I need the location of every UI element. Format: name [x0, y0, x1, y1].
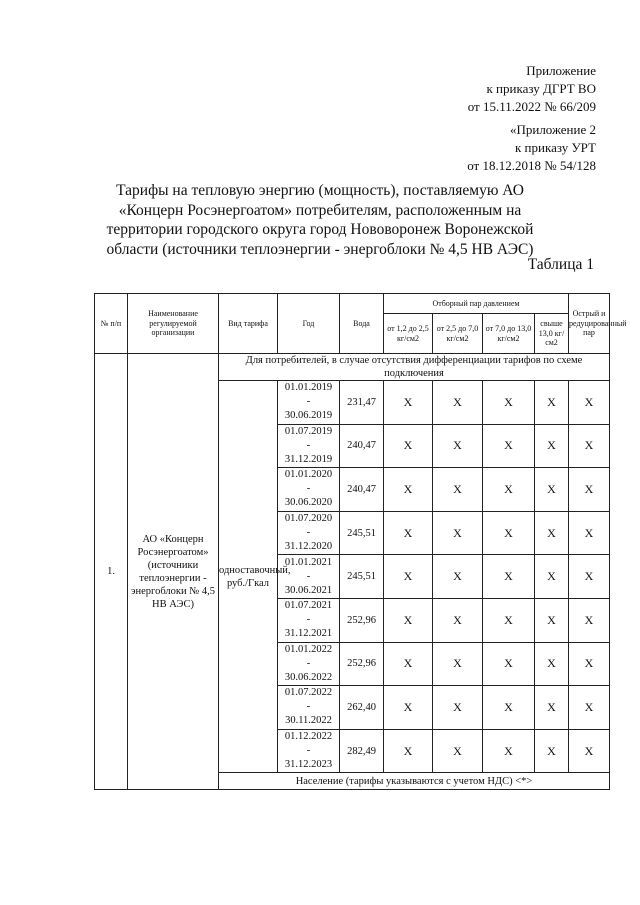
steam-tariff-s2: X	[433, 468, 483, 512]
tariff-table	[94, 293, 627, 790]
header-steam-3: от 7,0 до 13,0 кг/см2	[483, 314, 535, 354]
water-tariff: 252,96	[340, 642, 384, 686]
org-name: АО «Концерн Росэнергоатом» (источники теплоэнергии - энергоблоки № 4,5 НВ АЭС)	[128, 354, 219, 790]
steam-tariff-s2: X	[433, 642, 483, 686]
steam-tariff-s2: X	[433, 381, 483, 425]
water-tariff: 262,40	[340, 686, 384, 730]
steam-tariff-s1: X	[384, 468, 433, 512]
period-from: 01.07.2021	[284, 600, 333, 612]
steam-tariff-s5: X	[569, 555, 610, 599]
steam-tariff-s2: X	[433, 729, 483, 773]
water-tariff: 282,49	[340, 729, 384, 773]
water-tariff: 245,51	[340, 555, 384, 599]
steam-tariff-s2: X	[433, 424, 483, 468]
steam-tariff-s3: X	[483, 555, 535, 599]
period-to: 30.06.2021	[284, 584, 333, 596]
steam-tariff-s2: X	[433, 555, 483, 599]
steam-tariff-s1: X	[384, 729, 433, 773]
steam-tariff-s3: X	[483, 686, 535, 730]
steam-tariff-s3: X	[483, 642, 535, 686]
period-cell	[278, 642, 340, 686]
period-sep: -	[306, 701, 311, 713]
steam-tariff-s5: X	[569, 598, 610, 642]
period-to: 31.12.2023	[284, 759, 333, 771]
steam-tariff-s3: X	[483, 729, 535, 773]
steam-tariff-s5: X	[569, 468, 610, 512]
steam-tariff-s4: X	[535, 642, 569, 686]
steam-tariff-s3: X	[483, 468, 535, 512]
appendix-1-line-2: к приказу ДГРТ ВО	[486, 81, 596, 96]
period-cell	[278, 729, 340, 773]
period-sep: -	[306, 570, 311, 582]
row-number: 1.	[95, 354, 128, 790]
period-sep: -	[306, 745, 311, 757]
period-cell	[278, 511, 340, 555]
steam-tariff-s4: X	[535, 729, 569, 773]
steam-tariff-s2: X	[433, 686, 483, 730]
steam-tariff-s3: X	[483, 424, 535, 468]
water-tariff: 245,51	[340, 511, 384, 555]
header-sharp-steam: Острый и редуцированный пар	[569, 294, 610, 354]
period-from: 01.07.2019	[284, 425, 333, 437]
period-cell	[278, 468, 340, 512]
steam-tariff-s1: X	[384, 686, 433, 730]
steam-tariff-s3: X	[483, 511, 535, 555]
period-cell	[278, 598, 340, 642]
water-tariff: 240,47	[340, 468, 384, 512]
period-from: 01.01.2019	[284, 382, 333, 394]
table-label: Таблица 1	[527, 256, 594, 273]
period-sep: -	[306, 527, 311, 539]
period-to: 30.11.2022	[285, 715, 332, 727]
steam-tariff-s3: X	[483, 381, 535, 425]
steam-tariff-s4: X	[535, 424, 569, 468]
appendix-header-1	[296, 62, 596, 116]
period-cell	[278, 424, 340, 468]
appendix-2-line-2: к приказу УРТ	[514, 140, 596, 155]
header-num: № п/п	[95, 294, 128, 354]
period-to: 30.06.2020	[284, 497, 333, 509]
water-tariff: 252,96	[340, 598, 384, 642]
period-sep: -	[306, 483, 311, 495]
steam-tariff-s4: X	[535, 381, 569, 425]
steam-tariff-s5: X	[569, 729, 610, 773]
period-to: 31.12.2019	[284, 453, 333, 465]
appendix-1-line-1: Приложение	[526, 63, 596, 78]
header-steam-group: Отборный пар давлением	[384, 294, 569, 314]
period-from: 01.01.2022	[284, 643, 333, 655]
period-sep: -	[306, 657, 311, 669]
period-cell	[278, 381, 340, 425]
appendix-header-2	[296, 121, 596, 175]
header-year: Год	[278, 294, 340, 354]
header-steam-1: от 1,2 до 2,5 кг/см2	[384, 314, 433, 354]
appendix-1-line-3: от 15.11.2022 № 66/209	[467, 99, 596, 114]
period-from: 01.07.2022	[284, 687, 333, 699]
steam-tariff-s1: X	[384, 511, 433, 555]
header-tariff-type: Вид тарифа	[219, 294, 278, 354]
period-to: 31.12.2021	[284, 628, 333, 640]
steam-tariff-s5: X	[569, 424, 610, 468]
steam-tariff-s2: X	[433, 598, 483, 642]
steam-tariff-s5: X	[569, 642, 610, 686]
period-from: 01.12.2022	[284, 731, 333, 743]
period-from: 01.01.2021	[284, 556, 333, 568]
header-water: Вода	[340, 294, 384, 354]
steam-tariff-s1: X	[384, 555, 433, 599]
steam-tariff-s5: X	[569, 511, 610, 555]
header-steam-4: свыше 13,0 кг/см2	[535, 314, 569, 354]
tariff-type: одноставочный, руб./Гкал	[219, 381, 278, 773]
period-to: 30.06.2019	[284, 410, 333, 422]
document-title: Тарифы на тепловую энергию (мощность), поставляемую АО «Концерн Росэнергоатом» потребителям, расположенным на территории городского округа город Нововоронеж Воронежской области (источники теплоэнергии - энергоблоки № 4,5 НВ АЭС)	[106, 182, 534, 258]
steam-tariff-s4: X	[535, 468, 569, 512]
water-tariff: 231,47	[340, 381, 384, 425]
section-population: Население (тарифы указываются с учетом НДС) <*>	[219, 773, 610, 790]
water-tariff: 240,47	[340, 424, 384, 468]
steam-tariff-s4: X	[535, 555, 569, 599]
steam-tariff-s3: X	[483, 598, 535, 642]
header-org: Наименование регулируемой организации	[128, 294, 219, 354]
appendix-2-line-3: от 18.12.2018 № 54/128	[467, 158, 596, 173]
period-from: 01.07.2020	[284, 513, 333, 525]
period-cell	[278, 686, 340, 730]
period-sep: -	[306, 439, 311, 451]
steam-tariff-s1: X	[384, 598, 433, 642]
period-to: 30.06.2022	[284, 671, 333, 683]
header-steam-2: от 2,5 до 7,0 кг/см2	[433, 314, 483, 354]
section-consumers: Для потребителей, в случае отсутствия дифференциации тарифов по схеме подключения	[219, 354, 610, 381]
steam-tariff-s1: X	[384, 642, 433, 686]
steam-tariff-s5: X	[569, 686, 610, 730]
steam-tariff-s1: X	[384, 381, 433, 425]
appendix-2-line-1: «Приложение 2	[509, 122, 596, 137]
steam-tariff-s5: X	[569, 381, 610, 425]
table-body	[95, 354, 610, 790]
period-sep: -	[306, 614, 311, 626]
period-to: 31.12.2020	[284, 541, 333, 553]
steam-tariff-s1: X	[384, 424, 433, 468]
steam-tariff-s2: X	[433, 511, 483, 555]
period-cell	[278, 555, 340, 599]
period-sep: -	[306, 396, 311, 408]
steam-tariff-s4: X	[535, 511, 569, 555]
steam-tariff-s4: X	[535, 686, 569, 730]
period-from: 01.01.2020	[284, 469, 333, 481]
steam-tariff-s4: X	[535, 598, 569, 642]
